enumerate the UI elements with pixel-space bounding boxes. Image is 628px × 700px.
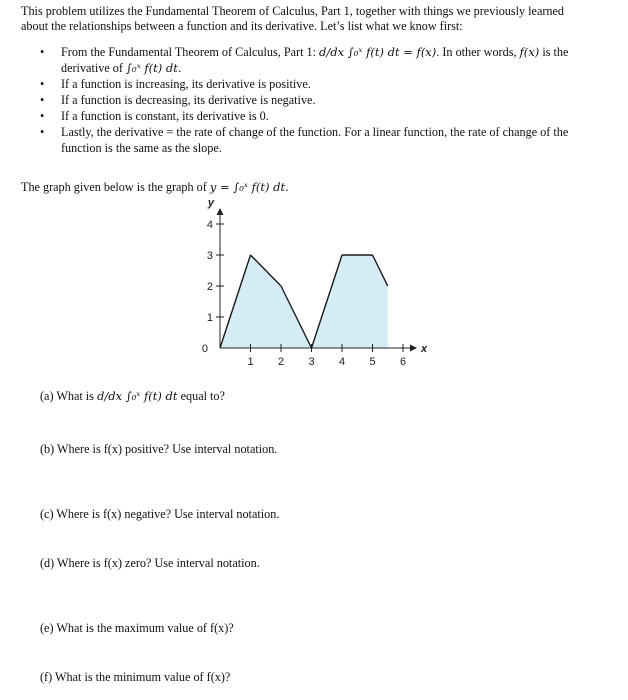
x-tick-label: 6 xyxy=(399,356,407,368)
graph-description: The graph given below is the graph of y = ∫₀ˣ f(t) dt. xyxy=(21,180,289,194)
x-tick-label: 5 xyxy=(369,356,376,368)
list-item: • Lastly, the derivative = the rate of change of the function. For a linear function, the rate of change of the function is the same as the slope. xyxy=(40,125,569,155)
question-d: (d) Where is f(x) zero? Use interval notation. xyxy=(40,556,260,570)
question-f: (f) What is the minimum value of f(x)? xyxy=(40,670,231,684)
list-item: • If a function is constant, its derivative is 0. xyxy=(40,109,269,123)
question-c: (c) Where is f(x) negative? Use interval notation. xyxy=(40,507,280,521)
y-tick-label: 3 xyxy=(206,250,213,262)
x-axis-arrow-icon xyxy=(410,345,417,352)
bullet-icon: • xyxy=(40,45,45,59)
bullet-icon: • xyxy=(40,109,45,123)
ftc-formula: d/dx ∫₀ˣ f(t) dt = f(x) xyxy=(319,45,437,59)
facts-list xyxy=(40,44,610,156)
y-tick-label: 4 xyxy=(206,219,213,231)
x-axis-label: x xyxy=(421,343,428,355)
intro-line-1: This problem utilizes the Fundamental Theorem of Calculus, Part 1, together with things we previously learned xyxy=(21,4,565,18)
question-a-formula: d/dx ∫₀ˣ f(t) dt xyxy=(96,389,178,403)
y-axis-label: y xyxy=(207,197,214,209)
question-b: (b) Where is f(x) positive? Use interval notation. xyxy=(40,442,278,456)
x-tick-label: 1 xyxy=(247,356,254,368)
bullet-icon: • xyxy=(40,125,45,139)
intro-line-2: about the relationships between a function and its derivative. Let’s list what we know first: xyxy=(21,19,463,33)
graph-formula: y = ∫₀ˣ f(t) dt. xyxy=(209,180,289,194)
y-tick-label: 1 xyxy=(206,312,213,324)
origin-label: 0 xyxy=(201,343,208,355)
x-tick-label: 2 xyxy=(277,356,285,368)
x-tick-label: 4 xyxy=(338,356,346,368)
integral-formula: ∫₀ˣ f(t) dt. xyxy=(125,61,182,75)
integral-graph xyxy=(190,197,428,378)
intro-paragraph xyxy=(21,4,564,34)
x-tick-label: 3 xyxy=(308,356,315,368)
list-item: • If a function is decreasing, its derivative is negative. xyxy=(40,93,316,107)
bullet-icon: • xyxy=(40,93,45,107)
list-item: • If a function is increasing, its derivative is positive. xyxy=(40,77,311,91)
question-e: (e) What is the maximum value of f(x)? xyxy=(40,621,234,635)
list-item: • From the Fundamental Theorem of Calculus, Part 1: d/dx ∫₀ˣ f(t) dt = f(x). In other words, f(x) is the derivative of ∫₀ˣ f(t) dt. xyxy=(40,45,569,75)
question-a: (a) What is d/dx ∫₀ˣ f(t) dt equal to? xyxy=(40,389,225,403)
y-axis-arrow-icon xyxy=(217,208,224,215)
bullet-icon: • xyxy=(40,77,45,91)
y-tick-label: 2 xyxy=(206,281,213,293)
